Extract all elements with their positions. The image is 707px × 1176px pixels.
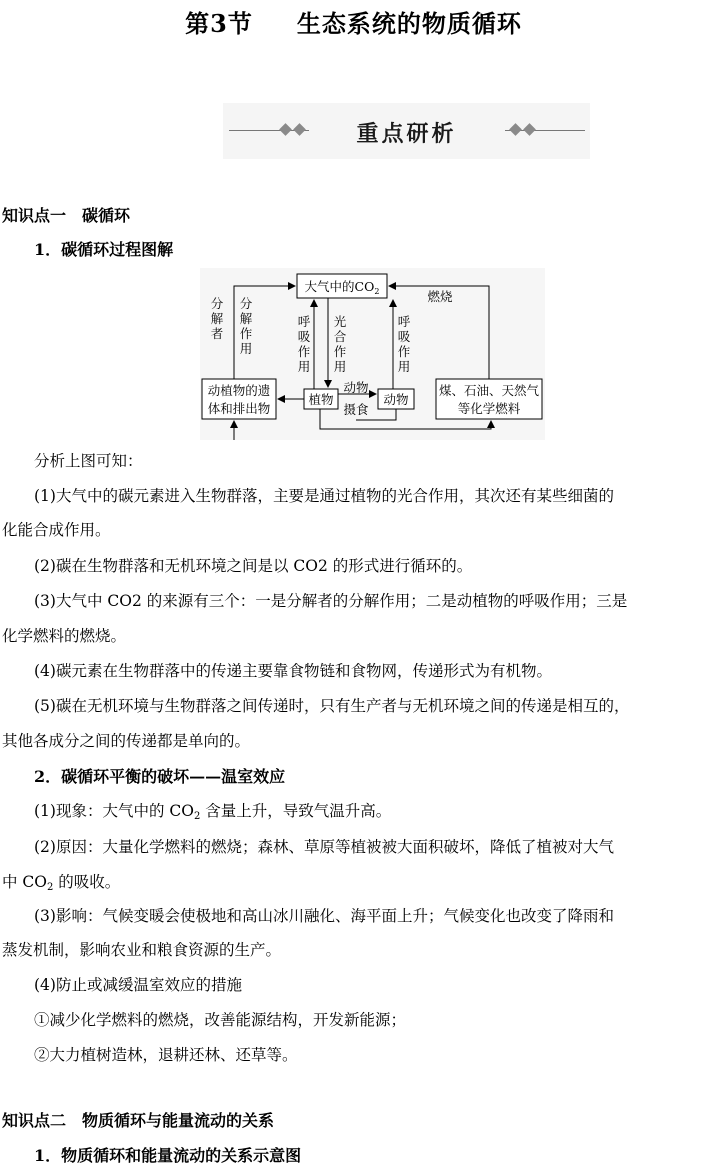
svg-text:呼: 呼 <box>297 314 311 329</box>
svg-text:者: 者 <box>210 326 224 341</box>
point-3-line1: (3)大气中 CO2 的来源有三个：一是分解者的分解作用；二是动植物的呼吸作用；三是 <box>34 592 628 610</box>
measure-1: ①减少化学燃料的燃烧，改善能源结构，开发新能源； <box>34 1011 407 1029</box>
remains-label-line2: 体和排出物 <box>207 401 271 416</box>
kp1-sub2: 2．碳循环平衡的破坏——温室效应 <box>34 767 286 786</box>
photosynthesis-label <box>334 314 347 374</box>
svg-text:呼: 呼 <box>397 314 411 329</box>
svg-text:用: 用 <box>297 359 311 374</box>
combustion-label: 燃烧 <box>427 289 453 304</box>
greenhouse-phenomenon: (1)现象：大气中的 $CO_2$ 含量上升，导致气温升高。 <box>34 802 392 822</box>
carbon-cycle-diagram <box>200 268 545 440</box>
point-5-line1: (5)碳在无机环境与生物群落之间传递时，只有生产者与无机环境之间的传递是相互的， <box>34 697 630 715</box>
svg-text:吸: 吸 <box>397 329 411 344</box>
kp1-sub1: 1．碳循环过程图解 <box>34 240 174 259</box>
kp1-heading: 知识点一 碳循环 <box>2 206 131 225</box>
kp2-sub1: 1．物质循环和能量流动的关系示意图 <box>34 1146 302 1165</box>
point-4: (4)碳元素在生物群落中的传递主要靠食物链和食物网，传递形式为有机物。 <box>34 662 552 680</box>
feeding-label-line1: 动物 <box>343 380 369 395</box>
svg-text:分: 分 <box>210 296 224 311</box>
svg-text:解: 解 <box>210 311 224 326</box>
svg-text:用: 用 <box>333 359 347 374</box>
animal-respiration-label <box>398 314 411 374</box>
decomposer-label <box>211 296 224 341</box>
animal-label: 动物 <box>383 392 409 407</box>
greenhouse-cause-line1: (2)原因：大量化学燃料的燃烧；森林、草原等植被被大面积破坏，降低了植被对大气 <box>34 838 614 856</box>
svg-text:作: 作 <box>297 344 311 359</box>
point-5-line2: 其他各成分之间的传递都是单向的。 <box>2 732 251 750</box>
feeding-label-line2: 摄食 <box>343 402 369 417</box>
point-3-line2: 化学燃料的燃烧。 <box>2 627 127 645</box>
page-title <box>0 4 707 39</box>
banner-label: 重点研析 <box>356 122 457 147</box>
section-banner <box>223 103 590 159</box>
svg-text:合: 合 <box>333 329 347 344</box>
greenhouse-cause-line2: 中 $CO_2$ 的吸收。 <box>2 873 121 893</box>
svg-text:吸: 吸 <box>297 329 311 344</box>
remains-label-line1: 动植物的遗 <box>207 383 271 398</box>
atmosphere-co2-label: 大气中的$CO_2$ <box>304 279 380 296</box>
svg-text:用: 用 <box>239 341 253 356</box>
fossil-fuel-label-line1: 煤、石油、天然气 <box>438 383 540 398</box>
analysis-intro: 分析上图可知： <box>34 452 143 470</box>
greenhouse-impact-line2: 蒸发机制，影响农业和粮食资源的生产。 <box>2 941 282 959</box>
svg-text:光: 光 <box>333 314 347 329</box>
point-1-line2: 化能合成作用。 <box>2 521 111 539</box>
greenhouse-impact-line1: (3)影响：气候变暖会使极地和高山冰川融化、海平面上升；气候变化也改变了降雨和 <box>34 907 614 925</box>
svg-text:作: 作 <box>333 344 347 359</box>
svg-text:作: 作 <box>239 326 253 341</box>
svg-text:用: 用 <box>397 359 411 374</box>
measure-2: ②大力植树造林，退耕还林、还草等。 <box>34 1046 298 1064</box>
kp2-heading: 知识点二 物质循环与能量流动的关系 <box>2 1111 275 1130</box>
point-1-line1: (1)大气中的碳元素进入生物群落，主要是通过植物的光合作用，其次还有某些细菌的 <box>34 487 614 505</box>
svg-text:解: 解 <box>239 311 253 326</box>
svg-text:分: 分 <box>239 296 253 311</box>
point-2: (2)碳在生物群落和无机环境之间是以 CO2 的形式进行循环的。 <box>34 557 473 575</box>
fossil-fuel-label-line2: 等化学燃料 <box>457 401 521 416</box>
section-name: 生态系统的物质循环 <box>296 9 522 38</box>
greenhouse-measures: (4)防止或减缓温室效应的措施 <box>34 976 242 994</box>
decompose-action-label <box>240 296 253 356</box>
plant-label: 植物 <box>308 392 334 407</box>
svg-text:作: 作 <box>397 344 411 359</box>
section-number: 第3节 <box>185 9 253 38</box>
plant-respiration-label <box>298 314 311 374</box>
